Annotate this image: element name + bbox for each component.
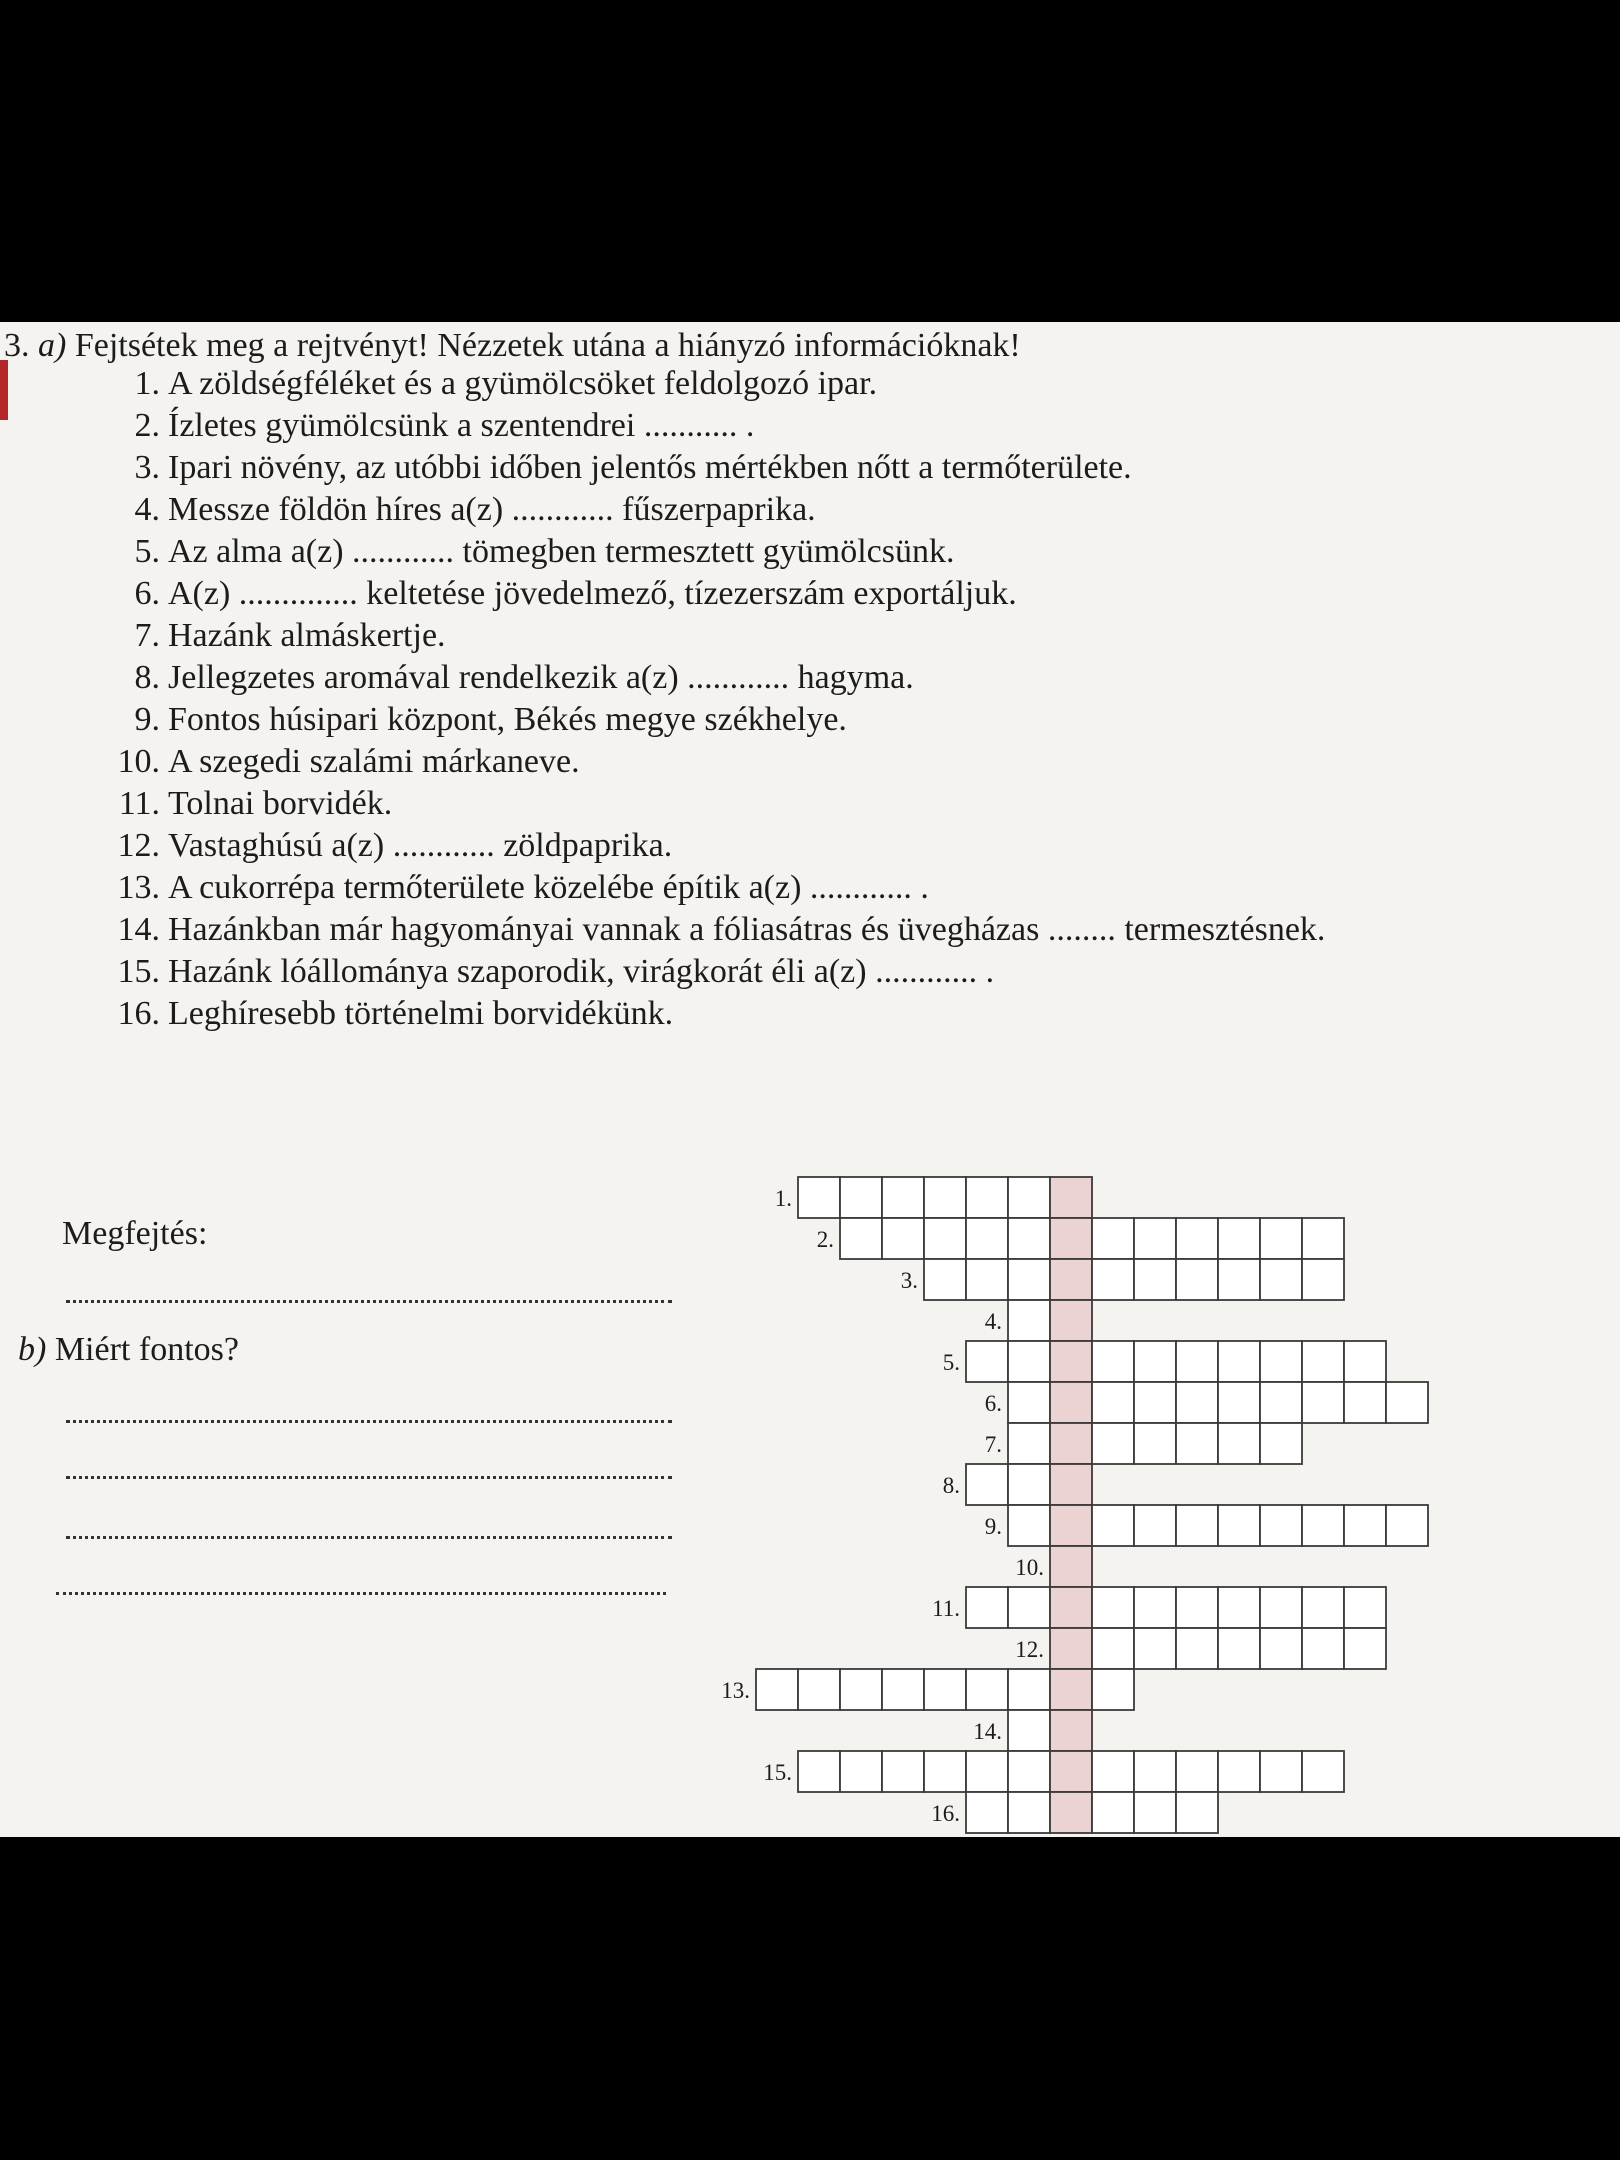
clue-text: Jellegzetes aromával rendelkezik a(z) ............ hagyma. <box>168 659 914 696</box>
clue-number: 5. <box>134 533 160 570</box>
crossword-cell[interactable] <box>798 1751 840 1792</box>
crossword-cell[interactable] <box>966 1587 1008 1628</box>
crossword-row-number: 11. <box>932 1596 960 1621</box>
crossword-solution-cell[interactable] <box>1050 1423 1092 1464</box>
crossword-cell[interactable] <box>1176 1423 1218 1464</box>
crossword-row-number: 12. <box>1015 1637 1044 1662</box>
crossword-cell[interactable] <box>882 1218 924 1259</box>
crossword-grid <box>0 322 1620 1837</box>
crossword-cell[interactable] <box>924 1751 966 1792</box>
crossword-cell[interactable] <box>1008 1751 1050 1792</box>
crossword-cell[interactable] <box>1176 1259 1218 1300</box>
crossword-cell[interactable] <box>882 1669 924 1710</box>
crossword-solution-cell[interactable] <box>1050 1218 1092 1259</box>
crossword-cell[interactable] <box>1302 1628 1344 1669</box>
crossword-cell[interactable] <box>1176 1218 1218 1259</box>
clue-text: Fontos húsipari központ, Békés megye székhelye. <box>168 701 847 738</box>
crossword-cell[interactable] <box>1092 1423 1134 1464</box>
crossword-cell[interactable] <box>1260 1218 1302 1259</box>
crossword-cell[interactable] <box>1092 1505 1134 1546</box>
clue-text: Messze földön híres a(z) ............ fűszerpaprika. <box>168 491 816 528</box>
clue-text: Hazánk lóállománya szaporodik, virágkorát éli a(z) ............ . <box>168 953 995 990</box>
crossword-cell[interactable] <box>1134 1792 1176 1833</box>
crossword-cell[interactable] <box>1218 1341 1260 1382</box>
crossword-row-number: 10. <box>1015 1555 1044 1580</box>
crossword-cell[interactable] <box>924 1669 966 1710</box>
crossword-cell[interactable] <box>882 1177 924 1218</box>
clue-number: 7. <box>134 617 160 654</box>
crossword-cell[interactable] <box>1218 1751 1260 1792</box>
crossword-cell[interactable] <box>1302 1751 1344 1792</box>
clue-number: 15. <box>117 953 160 990</box>
crossword-cell[interactable] <box>1008 1259 1050 1300</box>
clue-number: 1. <box>134 365 160 402</box>
crossword-row-number: 14. <box>973 1719 1002 1744</box>
part-a-marker: a) <box>38 327 67 364</box>
crossword-cell[interactable] <box>1302 1505 1344 1546</box>
crossword-cell[interactable] <box>1008 1710 1050 1751</box>
crossword-solution-cell[interactable] <box>1050 1177 1092 1218</box>
crossword-cell[interactable] <box>1176 1587 1218 1628</box>
crossword-cell[interactable] <box>840 1669 882 1710</box>
crossword-cell[interactable] <box>1302 1341 1344 1382</box>
crossword-cell[interactable] <box>966 1341 1008 1382</box>
crossword-cell[interactable] <box>1260 1587 1302 1628</box>
crossword-cell[interactable] <box>1134 1218 1176 1259</box>
crossword-cell[interactable] <box>1218 1505 1260 1546</box>
crossword-solution-cell[interactable] <box>1050 1341 1092 1382</box>
crossword-row-number: 9. <box>984 1514 1002 1539</box>
crossword-cell[interactable] <box>798 1177 840 1218</box>
crossword-cell[interactable] <box>1176 1505 1218 1546</box>
crossword-cell[interactable] <box>1008 1218 1050 1259</box>
crossword-row-number: 8. <box>942 1473 960 1498</box>
clue-text: Az alma a(z) ............ tömegben termesztett gyümölcsünk. <box>168 533 955 570</box>
crossword-cell[interactable] <box>1092 1587 1134 1628</box>
clue-number: 12. <box>117 827 160 864</box>
crossword-solution-cell[interactable] <box>1050 1751 1092 1792</box>
crossword-cell[interactable] <box>1176 1382 1218 1423</box>
clue-text: A cukorrépa termőterülete közelébe építik a(z) ............ . <box>168 869 929 906</box>
crossword-cell[interactable] <box>1134 1382 1176 1423</box>
crossword-solution-cell[interactable] <box>1050 1792 1092 1833</box>
crossword-cell[interactable] <box>1092 1259 1134 1300</box>
crossword-row-number: 15. <box>763 1760 792 1785</box>
crossword-cell[interactable] <box>966 1259 1008 1300</box>
crossword-solution-cell[interactable] <box>1050 1382 1092 1423</box>
crossword-solution-cell[interactable] <box>1050 1259 1092 1300</box>
crossword-cell[interactable] <box>1176 1792 1218 1833</box>
clue-number: 16. <box>117 995 160 1032</box>
crossword-cell[interactable] <box>1008 1177 1050 1218</box>
crossword-cell[interactable] <box>1218 1423 1260 1464</box>
clue-number: 8. <box>134 659 160 696</box>
crossword-cell[interactable] <box>1008 1505 1050 1546</box>
crossword-cell[interactable] <box>1176 1751 1218 1792</box>
crossword-cell[interactable] <box>1260 1382 1302 1423</box>
crossword-cell[interactable] <box>1218 1382 1260 1423</box>
crossword-cell[interactable] <box>1302 1259 1344 1300</box>
clue-number: 4. <box>134 491 160 528</box>
crossword-cell[interactable] <box>756 1669 798 1710</box>
crossword-cell[interactable] <box>840 1177 882 1218</box>
crossword-cell[interactable] <box>882 1751 924 1792</box>
crossword-cell[interactable] <box>1176 1341 1218 1382</box>
crossword-cell[interactable] <box>1302 1218 1344 1259</box>
crossword-cell[interactable] <box>1092 1218 1134 1259</box>
crossword-row-number: 3. <box>900 1268 918 1293</box>
crossword-cell[interactable] <box>1008 1423 1050 1464</box>
clue-text: A szegedi szalámi márkaneve. <box>168 743 580 780</box>
crossword-row-number: 16. <box>931 1801 960 1826</box>
crossword-row-number: 2. <box>816 1227 834 1252</box>
crossword-cell[interactable] <box>1344 1628 1386 1669</box>
clue-number: 13. <box>117 869 160 906</box>
crossword-cell[interactable] <box>924 1259 966 1300</box>
crossword-cell[interactable] <box>1134 1423 1176 1464</box>
crossword-row-number: 7. <box>984 1432 1002 1457</box>
crossword-cell[interactable] <box>1134 1751 1176 1792</box>
crossword-solution-cell[interactable] <box>1050 1587 1092 1628</box>
clue-text: Hazánkban már hagyományai vannak a fóliasátras és üvegházas ........ termesztésnek. <box>168 911 1326 948</box>
workbook-page <box>0 322 1620 1837</box>
clue-number: 3. <box>134 449 160 486</box>
crossword-cell[interactable] <box>1344 1382 1386 1423</box>
clue-text: Ipari növény, az utóbbi időben jelentős mértékben nőtt a termőterülete. <box>168 449 1132 486</box>
crossword-solution-cell[interactable] <box>1050 1669 1092 1710</box>
crossword-cell[interactable] <box>966 1792 1008 1833</box>
crossword-cell[interactable] <box>1092 1792 1134 1833</box>
crossword-cell[interactable] <box>1176 1628 1218 1669</box>
part-b-title: Miért fontos? <box>54 1331 239 1368</box>
part-b-marker: b) <box>18 1331 47 1368</box>
clue-number: 14. <box>117 911 160 948</box>
crossword-cell[interactable] <box>1008 1464 1050 1505</box>
crossword-cell[interactable] <box>1260 1423 1302 1464</box>
crossword-row-number: 5. <box>942 1350 960 1375</box>
exercise-number: 3. <box>4 327 30 364</box>
crossword-solution-cell[interactable] <box>1050 1546 1092 1587</box>
crossword-cell[interactable] <box>1218 1587 1260 1628</box>
crossword-cell[interactable] <box>1218 1218 1260 1259</box>
crossword-cell[interactable] <box>1260 1751 1302 1792</box>
crossword-solution-cell[interactable] <box>1050 1505 1092 1546</box>
crossword-cell[interactable] <box>1092 1382 1134 1423</box>
crossword-cell[interactable] <box>1134 1259 1176 1300</box>
crossword-cell[interactable] <box>1092 1669 1134 1710</box>
crossword-cell[interactable] <box>924 1218 966 1259</box>
crossword-solution-cell[interactable] <box>1050 1710 1092 1751</box>
crossword-cell[interactable] <box>966 1218 1008 1259</box>
crossword-row-number: 6. <box>984 1391 1002 1416</box>
crossword-cell[interactable] <box>1092 1628 1134 1669</box>
crossword-row-number: 1. <box>774 1186 792 1211</box>
crossword-cell[interactable] <box>966 1464 1008 1505</box>
crossword-cell[interactable] <box>1344 1587 1386 1628</box>
clue-number: 2. <box>134 407 160 444</box>
crossword-cell[interactable] <box>1260 1505 1302 1546</box>
clue-number: 9. <box>134 701 160 738</box>
crossword-cell[interactable] <box>1302 1587 1344 1628</box>
crossword-cell[interactable] <box>1386 1382 1428 1423</box>
crossword-row-number: 4. <box>984 1309 1002 1334</box>
crossword-cell[interactable] <box>1218 1259 1260 1300</box>
part-a-title: Fejtsétek meg a rejtvényt! Nézzetek utána a hiányzó információknak! <box>74 327 1021 364</box>
clue-text: A zöldségféléket és a gyümölcsöket feldolgozó ipar. <box>168 365 878 402</box>
crossword-cell[interactable] <box>1302 1382 1344 1423</box>
crossword-cell[interactable] <box>1344 1341 1386 1382</box>
crossword-cell[interactable] <box>1344 1505 1386 1546</box>
crossword-cell[interactable] <box>1008 1382 1050 1423</box>
clue-number: 11. <box>118 785 160 822</box>
clue-text: Leghíresebb történelmi borvidékünk. <box>168 995 674 1032</box>
crossword-cell[interactable] <box>966 1669 1008 1710</box>
crossword-cell[interactable] <box>1218 1628 1260 1669</box>
crossword-solution-cell[interactable] <box>1050 1300 1092 1341</box>
crossword-cell[interactable] <box>1092 1341 1134 1382</box>
crossword-cell[interactable] <box>924 1177 966 1218</box>
crossword-cell[interactable] <box>1008 1587 1050 1628</box>
crossword-solution-cell[interactable] <box>1050 1628 1092 1669</box>
crossword-cell[interactable] <box>1134 1505 1176 1546</box>
crossword-solution-cell[interactable] <box>1050 1464 1092 1505</box>
crossword-cell[interactable] <box>1260 1341 1302 1382</box>
crossword-cell[interactable] <box>966 1177 1008 1218</box>
crossword-cell[interactable] <box>1260 1628 1302 1669</box>
crossword-cell[interactable] <box>966 1751 1008 1792</box>
crossword-cell[interactable] <box>1134 1587 1176 1628</box>
clue-text: Tolnai borvidék. <box>168 785 393 822</box>
crossword-row-number: 13. <box>721 1678 750 1703</box>
crossword-cell[interactable] <box>1008 1341 1050 1382</box>
crossword-cell[interactable] <box>1134 1628 1176 1669</box>
clue-number: 10. <box>117 743 160 780</box>
crossword-cell[interactable] <box>798 1669 840 1710</box>
crossword-cell[interactable] <box>840 1751 882 1792</box>
crossword-cell[interactable] <box>840 1218 882 1259</box>
clue-text: Ízletes gyümölcsünk a szentendrei ........... . <box>168 407 755 444</box>
crossword-cell[interactable] <box>1134 1341 1176 1382</box>
clue-text: A(z) .............. keltetése jövedelmező, tízezerszám exportáljuk. <box>168 575 1017 612</box>
crossword-cell[interactable] <box>1260 1259 1302 1300</box>
solution-label: Megfejtés: <box>62 1215 208 1252</box>
crossword-cell[interactable] <box>1008 1300 1050 1341</box>
crossword-cell[interactable] <box>1008 1792 1050 1833</box>
crossword-cell[interactable] <box>1092 1751 1134 1792</box>
clue-number: 6. <box>134 575 160 612</box>
clue-text: Vastaghúsú a(z) ............ zöldpaprika. <box>168 827 673 864</box>
clue-text: Hazánk almáskertje. <box>168 617 446 654</box>
crossword-cell[interactable] <box>1386 1505 1428 1546</box>
crossword-cell[interactable] <box>1008 1669 1050 1710</box>
